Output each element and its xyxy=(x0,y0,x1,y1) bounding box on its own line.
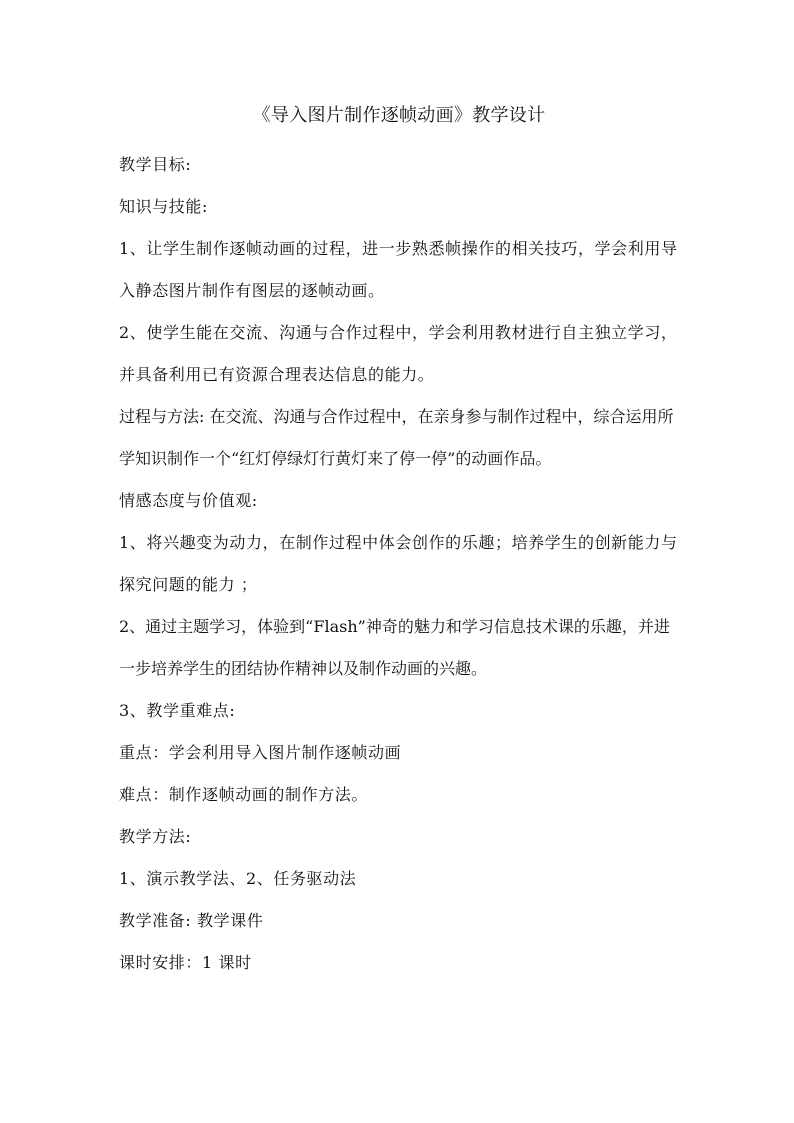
section-heading-teaching-goals: 教学目标: xyxy=(119,155,192,174)
paragraph-teaching-methods: 1、演示教学法、2、任务驱动法 xyxy=(119,869,357,888)
subheading-emotion-values: 情感态度与价值观: xyxy=(119,491,258,510)
paragraph-process-method: 过程与方法: 在交流、沟通与合作过程中，在亲身参与制作过程中，综合运用所学知识制作一个“红灯停绿灯行黄灯来了停一停”的动画作品。 xyxy=(119,407,674,468)
paragraph-goal-2: 2、使学生能在交流、沟通与合作过程中，学会利用教材进行自主独立学习，并具备利用已有资源合理表达信息的能力。 xyxy=(119,323,678,384)
section-heading-key-points: 3、教学重难点: xyxy=(119,701,236,720)
paragraph-difficult-point: 难点：制作逐帧动画的制作方法。 xyxy=(119,785,369,804)
paragraph-key-point: 重点：学会利用导入图片制作逐帧动画 xyxy=(119,743,402,762)
paragraph-class-hours: 课时安排：1 课时 xyxy=(119,953,252,972)
paragraph-goal-1: 1、让学生制作逐帧动画的过程，进一步熟悉帧操作的相关技巧，学会利用导入静态图片制作有图层的逐帧动画。 xyxy=(119,239,678,300)
subheading-knowledge-skills: 知识与技能: xyxy=(119,197,208,216)
section-heading-teaching-methods: 教学方法: xyxy=(119,827,192,846)
paragraph-emotion-2: 2、通过主题学习，体验到“Flash”神奇的魅力和学习信息技术课的乐趣，并进一步培养学生的团结协作精神以及制作动画的兴趣。 xyxy=(119,617,670,678)
document-title: 《导入图片制作逐帧动画》教学设计 xyxy=(252,105,546,126)
paragraph-teaching-preparation: 教学准备: 教学课件 xyxy=(119,911,264,930)
paragraph-emotion-1: 1、将兴趣变为动力，在制作过程中体会创作的乐趣；培养学生的创新能力与探究问题的能力 ； xyxy=(119,533,678,594)
document-body xyxy=(119,104,679,984)
